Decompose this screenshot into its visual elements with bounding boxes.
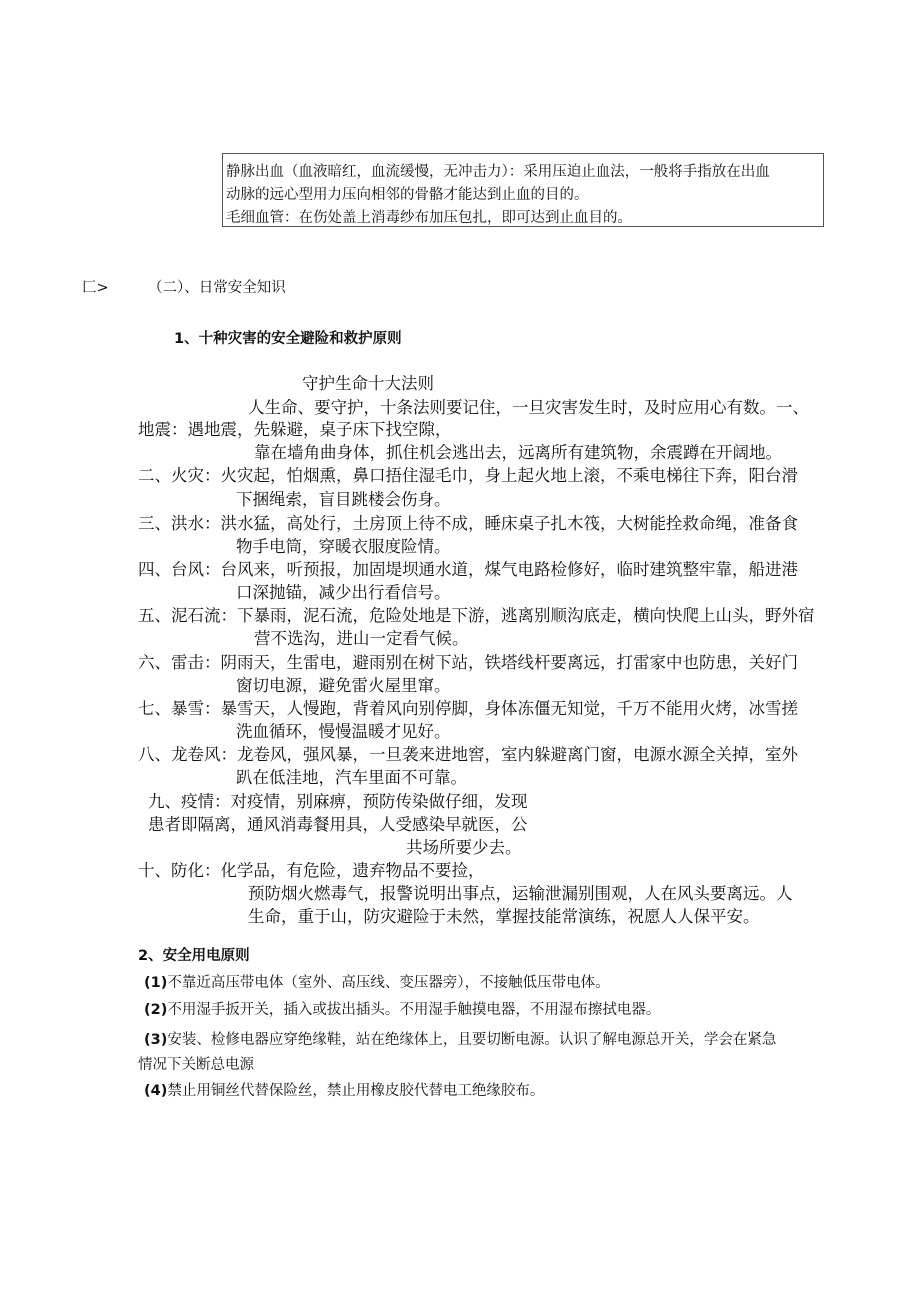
poem-line: 物手电筒，穿暖衣服度险情。 [236, 537, 451, 556]
poem-line: 七、暴雪：暴雪天，人慢跑，背着风向别停脚，身体冻僵无知觉，千万不能用火烤，冰雪搓 [138, 699, 798, 718]
poem-line: 二、火灾：火灾起，怕烟熏，鼻口捂住湿毛巾，身上起火地上滚，不乘电梯往下奔，阳台滑 [138, 466, 798, 485]
rule-number: (3) [144, 1032, 168, 1048]
poem-line: 下捆绳索，盲目跳楼会伤身。 [236, 490, 451, 509]
poem-line: 共场所要少去。 [406, 838, 522, 857]
poem-line: 趴在低洼地，汽车里面不可靠。 [236, 768, 467, 787]
poem-line: 洗血循环，慢慢温暖才见好。 [236, 722, 451, 741]
electric-rule-4 [144, 1079, 544, 1100]
subsection-1-title: 1、十种灾害的安全避险和救护原则 [174, 331, 402, 347]
poem-line: 九、疫情：对疫情，别麻痹，预防传染做仔细，发现 [148, 792, 528, 811]
rule-text: 不靠近高压带电体（室外、高压线、变压器旁），不接触低压带电体。 [167, 975, 610, 991]
poem-line: 四、台风：台风来，听预报，加固堤坝通水道，煤气电路检修好，临时建筑整牢靠，船进港 [138, 560, 798, 579]
poem-line: 患者即隔离，通风消毒餐用具，人受感染早就医，公 [148, 815, 528, 834]
poem-line: 五、泥石流：下暴雨，泥石流，危险处地是下游，逃离别顺沟底走，横向快爬上山头，野外宿 [138, 606, 815, 625]
note-line-capillary: 毛细血管：在伤处盖上消毒纱布加压包扎，即可达到止血目的。 [226, 210, 632, 226]
poem-line: 六、雷击：阴雨天，生雷电，避雨别在树下站，铁塔线杆要离远，打雷家中也防患，关好门 [138, 653, 798, 672]
poem-line: 地震：遇地震，先躲避，桌子床下找空隙， [138, 420, 452, 439]
poem-line: 营不选沟，进山一定看气候。 [254, 629, 469, 648]
electric-rule-3-continued [138, 1053, 254, 1074]
poem-line: 口深抛锚，减少出行看信号。 [236, 583, 451, 602]
poem-line: 三、洪水：洪水猛，高处行，土房顶上待不成，睡床桌子扎木筏，大树能拴救命绳，准备食 [138, 514, 798, 533]
poem-line: 人生命、要守护，十条法则要记住，一旦灾害发生时，及时应用心有数。一、 [248, 398, 809, 417]
rule-number: (1) [144, 975, 168, 991]
electric-rule-2 [144, 998, 660, 1019]
poem-line: 预防烟火燃毒气，报警说明出事点，运输泄漏别围观，人在风头要离远。人 [248, 884, 793, 903]
electric-rule-1 [144, 971, 610, 992]
rule-text: 禁止用铜丝代替保险丝，禁止用橡皮胶代替电工绝缘胶布。 [167, 1083, 545, 1099]
rule-text: 情况下关断总电源 [138, 1057, 254, 1073]
electric-rule-3 [144, 1028, 776, 1049]
rule-number: (4) [144, 1083, 168, 1099]
poem-title: 守护生命十大法则 [302, 374, 434, 393]
poem-line: 生命，重于山，防灾避险于未然，掌握技能常演练，祝愿人人保平安。 [248, 907, 760, 926]
rule-text: 安装、检修电器应穿绝缘鞋，站在绝缘体上，且要切断电源。认识了解电源总开关，学会在紧急 [167, 1032, 777, 1048]
section-title: （二）、日常安全知识 [148, 280, 286, 296]
section-marker: 匚> [82, 280, 109, 296]
poem-line: 八、龙卷风：龙卷风，强风暴，一旦袭来进地窖，室内躲避离门窗，电源水源全关掉，室外 [138, 745, 798, 764]
rule-number: (2) [144, 1002, 168, 1018]
note-line-venous: 静脉出血（血液暗红，血流缓慢，无冲击力）：采用压迫止血法，一般将手指放在出血 [226, 164, 770, 180]
poem-line: 靠在墙角曲身体，抓住机会逃出去，远离所有建筑物，余震蹲在开阔地。 [254, 443, 782, 462]
note-line-arterial: 动脉的远心型用力压向相邻的骨骼才能达到止血的目的。 [226, 187, 589, 203]
bleeding-note-box [222, 153, 824, 227]
poem-line: 窗切电源，避免雷火屋里窜。 [236, 676, 451, 695]
poem-line: 十、防化：化学品，有危险，遗弃物品不要捡， [138, 861, 485, 880]
rule-text: 不用湿手扳开关，插入或拔出插头。不用湿手触摸电器，不用湿布擦拭电器。 [167, 1002, 661, 1018]
subsection-2-title: 2、安全用电原则 [138, 948, 250, 964]
